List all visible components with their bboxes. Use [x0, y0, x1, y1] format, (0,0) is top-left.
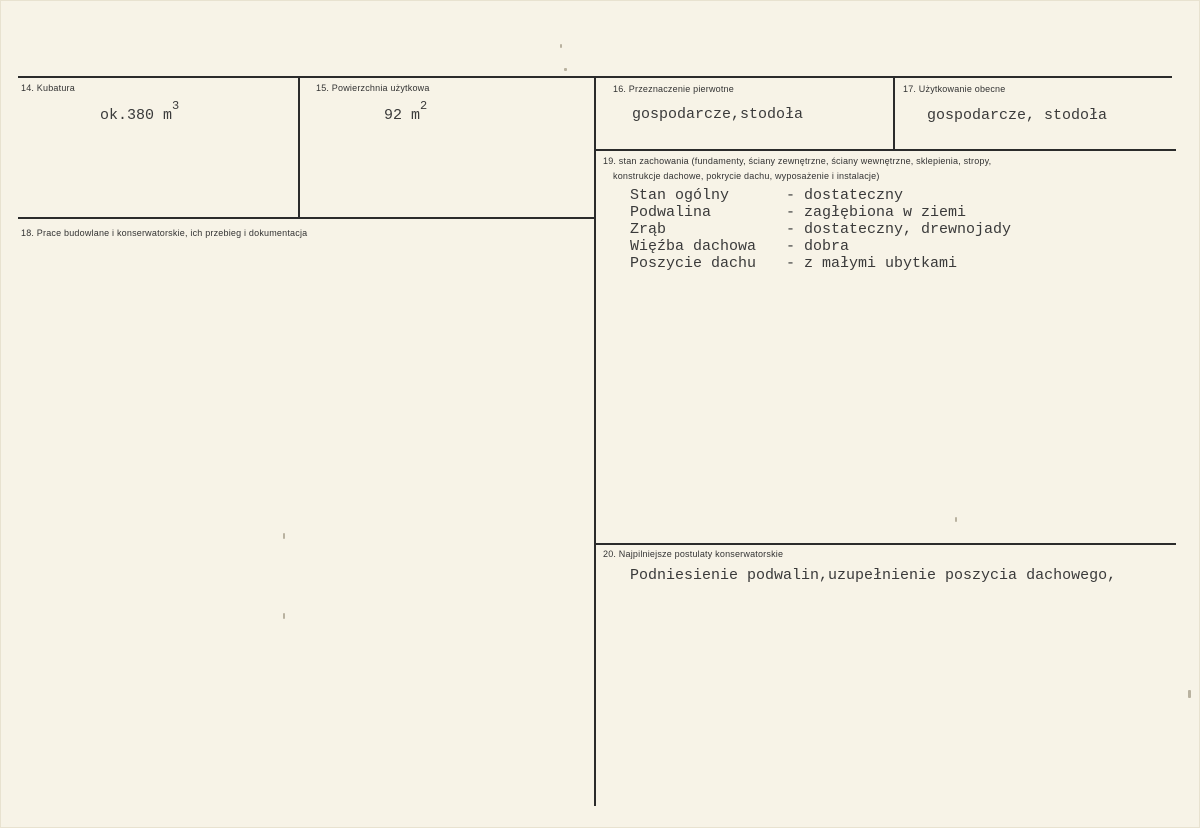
rule-above-20	[594, 543, 1176, 545]
condition-row	[630, 238, 1011, 255]
powierzchnia-value-text: 92 m	[384, 107, 421, 124]
field-label-przeznaczenie: 16. Przeznaczenie pierwotne	[613, 84, 734, 94]
field-value-kubatura	[100, 99, 180, 124]
field-label-powierzchnia: 15. Powierzchnia użytkowa	[316, 83, 430, 93]
condition-value: - zagłębiona w ziemi	[786, 204, 967, 221]
divider-16-17	[893, 76, 895, 150]
condition-name: Stan ogólny	[630, 187, 730, 204]
kubatura-value-text: ok.380 m	[100, 107, 173, 124]
kubatura-exponent: 3	[172, 99, 180, 113]
field-label-prace: 18. Prace budowlane i konserwatorskie, ich przebieg i dokumentacja	[21, 228, 308, 238]
condition-name: Poszycie dachu	[630, 255, 757, 272]
paper-speck	[564, 68, 567, 71]
field-label-kubatura: 14. Kubatura	[21, 83, 75, 93]
condition-value: - z małymi ubytkami	[786, 255, 958, 272]
field-value-uzytkowanie: gospodarcze, stodoła	[927, 107, 1108, 124]
field-label-uzytkowanie: 17. Użytkowanie obecne	[903, 84, 1006, 94]
field-label-stan	[603, 154, 1163, 184]
condition-value: - dostateczny	[786, 187, 904, 204]
condition-row	[630, 204, 1011, 221]
stan-label-line-2: konstrukcje dachowe, pokrycie dachu, wyposażenie i instalacje)	[613, 171, 880, 181]
divider-left-right	[594, 76, 596, 806]
condition-name: Zrąb	[630, 221, 667, 238]
condition-row	[630, 255, 1011, 272]
condition-row	[630, 221, 1011, 238]
paper-speck	[955, 517, 957, 522]
field-value-przeznaczenie: gospodarcze,stodoła	[632, 106, 804, 123]
condition-value: - dobra	[786, 238, 850, 255]
condition-name: Podwalina	[630, 204, 712, 221]
field-value-postulaty: Podniesienie podwalin,uzupełnienie poszycia dachowego,	[630, 567, 1117, 584]
rule-under-14-15	[18, 217, 596, 219]
field-label-postulaty: 20. Najpilniejsze postulaty konserwatorskie	[603, 549, 784, 559]
condition-row	[630, 187, 1011, 204]
condition-name: Więźba dachowa	[630, 238, 757, 255]
divider-14-15	[298, 76, 300, 219]
condition-value: - dostateczny, drewnojady	[786, 221, 1012, 238]
stan-label-line-1: 19. stan zachowania (fundamenty, ściany zewnętrzne, ściany wewnętrzne, sklepienia, stropy,	[603, 156, 992, 166]
field-value-powierzchnia	[384, 99, 428, 124]
paper-speck	[560, 44, 562, 48]
paper-speck	[283, 613, 285, 619]
powierzchnia-exponent: 2	[420, 99, 428, 113]
condition-table	[630, 187, 1011, 272]
paper-speck	[283, 533, 285, 539]
rule-under-16-17	[594, 149, 1176, 151]
paper-speck	[1188, 690, 1191, 698]
